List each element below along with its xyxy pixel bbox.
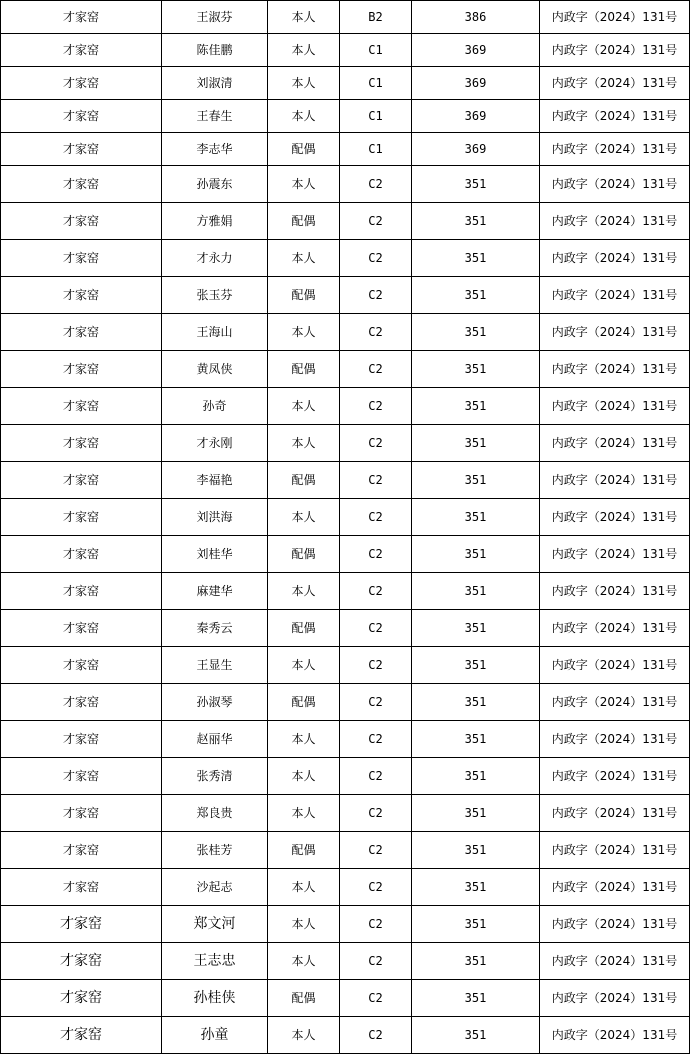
document-number-cell: 内政字（2024）131号 [540,869,690,906]
document-number-cell: 内政字（2024）131号 [540,425,690,462]
amount-cell: 369 [412,133,540,166]
village-cell: 才家窑 [1,351,162,388]
class-cell: C2 [340,425,412,462]
village-cell: 才家窑 [1,906,162,943]
name-cell: 张玉芬 [162,277,268,314]
document-number-cell: 内政字（2024）131号 [540,832,690,869]
class-cell: C2 [340,499,412,536]
class-cell: C2 [340,832,412,869]
amount-cell: 351 [412,795,540,832]
table-body [1,1,690,1054]
name-cell: 王春生 [162,100,268,133]
table-row [1,34,690,67]
document-number-cell: 内政字（2024）131号 [540,34,690,67]
document-number-cell: 内政字（2024）131号 [540,536,690,573]
table-row [1,610,690,647]
amount-cell: 351 [412,684,540,721]
relation-cell: 本人 [268,1017,340,1054]
class-cell: C1 [340,34,412,67]
amount-cell: 369 [412,34,540,67]
relation-cell: 配偶 [268,351,340,388]
relation-cell: 配偶 [268,462,340,499]
class-cell: C2 [340,277,412,314]
class-cell: C2 [340,684,412,721]
document-number-cell: 内政字（2024）131号 [540,462,690,499]
table-row [1,943,690,980]
document-number-cell: 内政字（2024）131号 [540,133,690,166]
class-cell: C2 [340,906,412,943]
table-row [1,980,690,1017]
village-cell: 才家窑 [1,277,162,314]
class-cell: C2 [340,203,412,240]
relation-cell: 配偶 [268,277,340,314]
village-cell: 才家窑 [1,721,162,758]
village-cell: 才家窑 [1,758,162,795]
village-cell: 才家窑 [1,462,162,499]
class-cell: C2 [340,573,412,610]
amount-cell: 351 [412,425,540,462]
relation-cell: 本人 [268,721,340,758]
name-cell: 张桂芳 [162,832,268,869]
document-number-cell: 内政字（2024）131号 [540,980,690,1017]
amount-cell: 351 [412,980,540,1017]
document-number-cell: 内政字（2024）131号 [540,906,690,943]
table-row [1,906,690,943]
village-cell: 才家窑 [1,67,162,100]
relation-cell: 配偶 [268,832,340,869]
relation-cell: 本人 [268,647,340,684]
name-cell: 孙震东 [162,166,268,203]
table-row [1,133,690,166]
table-row [1,351,690,388]
table-row [1,758,690,795]
class-cell: C2 [340,795,412,832]
table-row [1,1,690,34]
table-row [1,573,690,610]
class-cell: C2 [340,943,412,980]
class-cell: C2 [340,536,412,573]
village-cell: 才家窑 [1,1017,162,1054]
document-number-cell: 内政字（2024）131号 [540,758,690,795]
document-number-cell: 内政字（2024）131号 [540,943,690,980]
name-cell: 王志忠 [162,943,268,980]
document-number-cell: 内政字（2024）131号 [540,647,690,684]
table-row [1,647,690,684]
relation-cell: 配偶 [268,536,340,573]
document-number-cell: 内政字（2024）131号 [540,240,690,277]
relation-cell: 本人 [268,388,340,425]
table-row [1,166,690,203]
name-cell: 郑良贵 [162,795,268,832]
village-cell: 才家窑 [1,240,162,277]
amount-cell: 351 [412,351,540,388]
relation-cell: 本人 [268,758,340,795]
class-cell: C2 [340,388,412,425]
class-cell: C2 [340,758,412,795]
name-cell: 刘洪海 [162,499,268,536]
village-cell: 才家窑 [1,943,162,980]
document-number-cell: 内政字（2024）131号 [540,203,690,240]
document-number-cell: 内政字（2024）131号 [540,277,690,314]
village-cell: 才家窑 [1,425,162,462]
village-cell: 才家窑 [1,610,162,647]
village-cell: 才家窑 [1,100,162,133]
relation-cell: 本人 [268,67,340,100]
class-cell: B2 [340,1,412,34]
village-cell: 才家窑 [1,795,162,832]
amount-cell: 351 [412,721,540,758]
class-cell: C2 [340,647,412,684]
amount-cell: 351 [412,499,540,536]
relation-cell: 本人 [268,240,340,277]
amount-cell: 351 [412,573,540,610]
class-cell: C2 [340,610,412,647]
document-number-cell: 内政字（2024）131号 [540,100,690,133]
table-row [1,240,690,277]
relation-cell: 配偶 [268,203,340,240]
relation-cell: 本人 [268,314,340,351]
village-cell: 才家窑 [1,314,162,351]
name-cell: 孙淑琴 [162,684,268,721]
village-cell: 才家窑 [1,536,162,573]
relation-cell: 本人 [268,34,340,67]
amount-cell: 351 [412,166,540,203]
village-cell: 才家窑 [1,203,162,240]
amount-cell: 351 [412,1017,540,1054]
village-cell: 才家窑 [1,34,162,67]
name-cell: 郑文河 [162,906,268,943]
name-cell: 赵丽华 [162,721,268,758]
name-cell: 刘淑清 [162,67,268,100]
document-number-cell: 内政字（2024）131号 [540,795,690,832]
amount-cell: 351 [412,240,540,277]
document-number-cell: 内政字（2024）131号 [540,351,690,388]
amount-cell: 351 [412,203,540,240]
amount-cell: 351 [412,832,540,869]
class-cell: C1 [340,100,412,133]
document-number-cell: 内政字（2024）131号 [540,721,690,758]
village-cell: 才家窑 [1,573,162,610]
table-row [1,100,690,133]
table-row [1,795,690,832]
amount-cell: 351 [412,869,540,906]
name-cell: 才永力 [162,240,268,277]
class-cell: C1 [340,67,412,100]
document-number-cell: 内政字（2024）131号 [540,610,690,647]
amount-cell: 369 [412,100,540,133]
relation-cell: 本人 [268,943,340,980]
amount-cell: 351 [412,647,540,684]
relation-cell: 本人 [268,100,340,133]
relation-cell: 本人 [268,869,340,906]
class-cell: C2 [340,314,412,351]
name-cell: 秦秀云 [162,610,268,647]
table-row [1,277,690,314]
name-cell: 才永刚 [162,425,268,462]
class-cell: C2 [340,240,412,277]
village-cell: 才家窑 [1,980,162,1017]
document-number-cell: 内政字（2024）131号 [540,166,690,203]
relation-cell: 本人 [268,1,340,34]
name-cell: 王淑芬 [162,1,268,34]
village-cell: 才家窑 [1,388,162,425]
relation-cell: 配偶 [268,133,340,166]
name-cell: 沙起志 [162,869,268,906]
name-cell: 陈佳鹏 [162,34,268,67]
class-cell: C2 [340,980,412,1017]
table-row [1,832,690,869]
amount-cell: 351 [412,314,540,351]
amount-cell: 369 [412,67,540,100]
class-cell: C2 [340,462,412,499]
name-cell: 孙童 [162,1017,268,1054]
document-number-cell: 内政字（2024）131号 [540,314,690,351]
table-row [1,203,690,240]
class-cell: C2 [340,351,412,388]
name-cell: 孙桂侠 [162,980,268,1017]
village-cell: 才家窑 [1,832,162,869]
relation-cell: 本人 [268,166,340,203]
relation-cell: 本人 [268,425,340,462]
village-cell: 才家窑 [1,684,162,721]
relation-cell: 本人 [268,499,340,536]
relation-cell: 本人 [268,906,340,943]
village-cell: 才家窑 [1,133,162,166]
class-cell: C2 [340,869,412,906]
name-cell: 孙奇 [162,388,268,425]
name-cell: 麻建华 [162,573,268,610]
name-cell: 王海山 [162,314,268,351]
amount-cell: 351 [412,277,540,314]
village-cell: 才家窑 [1,499,162,536]
document-number-cell: 内政字（2024）131号 [540,684,690,721]
village-cell: 才家窑 [1,166,162,203]
name-cell: 黄凤侠 [162,351,268,388]
village-cell: 才家窑 [1,647,162,684]
name-cell: 王显生 [162,647,268,684]
table-row [1,499,690,536]
relation-cell: 配偶 [268,980,340,1017]
table-row [1,314,690,351]
amount-cell: 351 [412,610,540,647]
document-number-cell: 内政字（2024）131号 [540,388,690,425]
document-number-cell: 内政字（2024）131号 [540,67,690,100]
table-row [1,67,690,100]
table-row [1,425,690,462]
name-cell: 李福艳 [162,462,268,499]
table-row [1,721,690,758]
relation-cell: 配偶 [268,610,340,647]
relation-cell: 本人 [268,573,340,610]
class-cell: C2 [340,166,412,203]
class-cell: C2 [340,1017,412,1054]
document-number-cell: 内政字（2024）131号 [540,573,690,610]
name-cell: 张秀清 [162,758,268,795]
name-cell: 李志华 [162,133,268,166]
amount-cell: 351 [412,758,540,795]
amount-cell: 351 [412,388,540,425]
amount-cell: 351 [412,536,540,573]
table-row [1,1017,690,1054]
document-number-cell: 内政字（2024）131号 [540,1017,690,1054]
amount-cell: 351 [412,943,540,980]
village-cell: 才家窑 [1,869,162,906]
document-number-cell: 内政字（2024）131号 [540,499,690,536]
table-row [1,684,690,721]
document-number-cell: 内政字（2024）131号 [540,1,690,34]
relation-cell: 本人 [268,795,340,832]
class-cell: C1 [340,133,412,166]
relation-cell: 配偶 [268,684,340,721]
amount-cell: 351 [412,906,540,943]
name-cell: 方雅娟 [162,203,268,240]
table-row [1,536,690,573]
amount-cell: 386 [412,1,540,34]
name-cell: 刘桂华 [162,536,268,573]
village-cell: 才家窑 [1,1,162,34]
amount-cell: 351 [412,462,540,499]
table-row [1,869,690,906]
table-row [1,462,690,499]
table-row [1,388,690,425]
class-cell: C2 [340,721,412,758]
